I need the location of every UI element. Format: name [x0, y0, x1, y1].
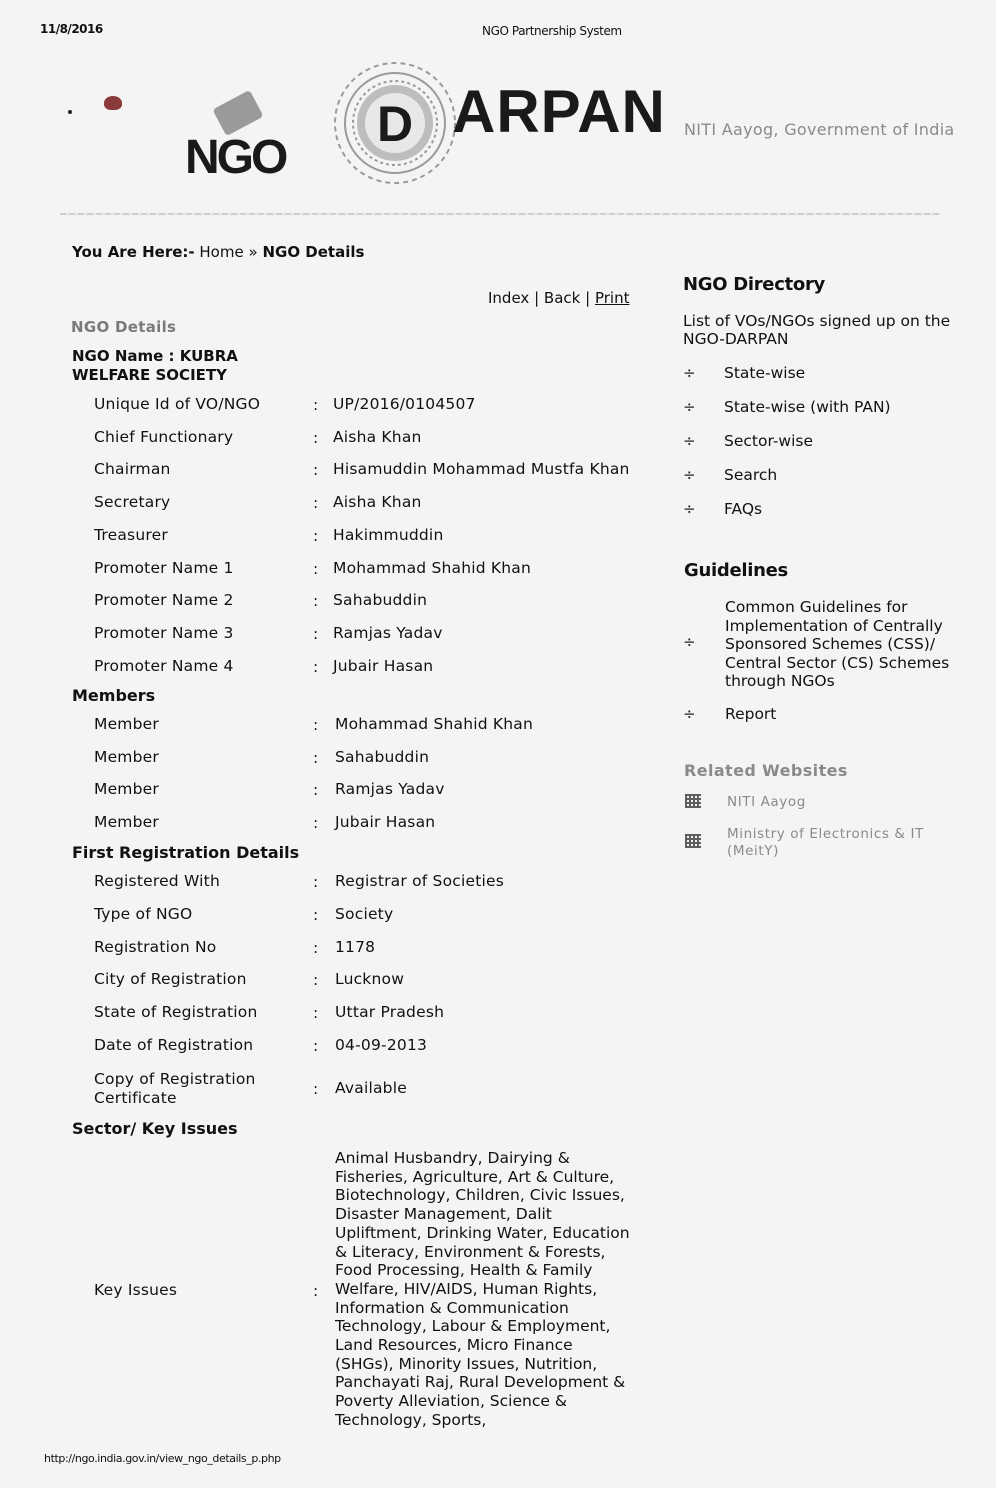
- detail-row-value: Aisha Khan: [333, 493, 422, 512]
- detail-row-label: Promoter Name 3: [94, 623, 234, 642]
- field-colon: :: [313, 526, 319, 545]
- website-icon: [685, 834, 701, 848]
- link-line: (MeitY): [727, 843, 779, 859]
- detail-row-label: Promoter Name 2: [94, 591, 234, 610]
- copy-certificate-value: Available: [335, 1079, 407, 1097]
- field-colon: :: [313, 592, 319, 611]
- detail-row-value: Jubair Hasan: [333, 656, 434, 675]
- members-heading: Members: [72, 686, 156, 705]
- key-issues-line: Land Resources, Micro Finance: [335, 1336, 573, 1355]
- detail-row-label: Unique Id of VO/NGO: [94, 395, 261, 413]
- member-row-label: Member: [94, 747, 159, 766]
- link-separator: |: [534, 289, 540, 307]
- print-date: 11/8/2016: [40, 22, 103, 36]
- sector-heading: Sector/ Key Issues: [72, 1119, 238, 1138]
- registration-row-label: State of Registration: [94, 1003, 258, 1022]
- directory-link[interactable]: Sector-wise: [724, 432, 814, 450]
- bullet-icon: ÷: [683, 500, 696, 518]
- detail-row-value: UP/2016/0104507: [333, 395, 476, 413]
- breadcrumb-prefix: You Are Here:-: [72, 243, 195, 261]
- registration-row-value: Registrar of Societies: [335, 872, 505, 890]
- niti-tagline: NITI Aayog, Government of India: [684, 120, 955, 139]
- field-colon: :: [313, 873, 319, 891]
- guideline-line: Central Sector (CS) Schemes: [725, 653, 950, 672]
- field-colon: :: [313, 396, 319, 414]
- directory-link[interactable]: Search: [724, 466, 778, 484]
- common-guidelines-link[interactable]: [725, 598, 985, 691]
- registration-row-value: Uttar Pradesh: [335, 1003, 445, 1022]
- key-issues-line: Information & Communication: [335, 1298, 569, 1317]
- section-title: NGO Details: [71, 318, 177, 336]
- print-url: http://ngo.india.gov.in/view_ngo_details_p.php: [44, 1452, 281, 1465]
- label-line: Copy of Registration: [94, 1070, 256, 1088]
- key-issues-line: Food Processing, Health & Family: [335, 1261, 593, 1280]
- label-line: Certificate: [94, 1089, 177, 1107]
- print-page-title: NGO Partnership System: [482, 24, 622, 38]
- key-issues-line: (SHGs), Minority Issues, Nutrition,: [335, 1354, 598, 1373]
- key-issues-line: Fisheries, Agriculture, Art & Culture,: [335, 1167, 615, 1186]
- description-line: NGO-DARPAN: [683, 330, 789, 348]
- key-issues-value: [335, 1149, 653, 1430]
- link-line: NITI Aayog: [727, 794, 806, 810]
- registration-row-label: Date of Registration: [94, 1036, 254, 1054]
- website-icon: [685, 794, 701, 808]
- bullet-icon: ÷: [683, 432, 696, 450]
- key-issues-line: Panchayati Raj, Rural Development &: [335, 1373, 626, 1392]
- niti-aayog-link[interactable]: [727, 794, 806, 811]
- detail-row-label: Promoter Name 1: [94, 558, 234, 577]
- registration-row-label: Registration No: [94, 937, 217, 956]
- key-issues-line: Upliftment, Drinking Water, Education: [335, 1223, 630, 1242]
- index-link[interactable]: Index: [488, 289, 530, 307]
- breadcrumb-current: NGO Details: [262, 243, 365, 261]
- registration-row-label: Registered With: [94, 872, 220, 890]
- field-colon: :: [313, 814, 319, 833]
- bullet-icon: ÷: [683, 398, 696, 416]
- field-colon: :: [313, 657, 319, 676]
- field-colon: :: [313, 624, 319, 643]
- ngo-name: [72, 347, 312, 385]
- detail-row-value: Aisha Khan: [333, 427, 422, 446]
- bullet-icon: ÷: [683, 364, 696, 382]
- key-issues-line: Poverty Alleviation, Science &: [335, 1392, 567, 1411]
- member-row-label: Member: [94, 780, 159, 799]
- darpan-letter: D: [376, 96, 414, 152]
- member-row-value: Ramjas Yadav: [335, 780, 445, 799]
- header-divider: [60, 213, 940, 215]
- member-row-label: Member: [94, 715, 159, 733]
- breadcrumb-separator: »: [248, 243, 258, 261]
- member-row-value: Sahabuddin: [335, 747, 430, 766]
- registration-row-value: 1178: [335, 937, 376, 956]
- detail-row-label: Secretary: [94, 493, 171, 512]
- registration-row-value: Society: [335, 904, 394, 923]
- field-colon: :: [313, 428, 319, 447]
- print-link[interactable]: Print: [594, 289, 630, 307]
- detail-row-value: Hakimmuddin: [333, 525, 444, 544]
- darpan-emblem-icon: [330, 55, 460, 190]
- field-colon: :: [313, 1004, 319, 1023]
- description-line: List of VOs/NGOs signed up on the: [683, 312, 951, 330]
- registration-row-label: Type of NGO: [94, 904, 193, 923]
- field-colon: :: [313, 1080, 319, 1098]
- directory-link[interactable]: State-wise (with PAN): [724, 398, 891, 416]
- breadcrumb-home-link[interactable]: Home: [199, 243, 244, 261]
- key-issues-line: Welfare, HIV/AIDS, Human Rights,: [335, 1279, 598, 1298]
- field-colon: :: [313, 494, 319, 513]
- link-line: Ministry of Electronics & IT: [727, 826, 924, 842]
- detail-row-value: Hisamuddin Mohammad Mustfa Khan: [333, 460, 630, 479]
- key-issues-line: Disaster Management, Dalit: [335, 1205, 552, 1224]
- field-colon: :: [313, 781, 319, 800]
- detail-row-value: Ramjas Yadav: [333, 623, 443, 642]
- ngo-logo-text: NGO: [185, 131, 286, 184]
- guidelines-title: Guidelines: [684, 560, 788, 581]
- registration-row-label: City of Registration: [94, 970, 247, 989]
- report-link[interactable]: Report: [725, 705, 777, 723]
- key-issues-line: & Literacy, Environment & Forests,: [335, 1242, 606, 1261]
- detail-row-label: Chairman: [94, 460, 171, 479]
- bullet-icon: ÷: [683, 466, 696, 484]
- detail-row-label: Chief Functionary: [94, 427, 234, 446]
- back-link[interactable]: Back: [543, 289, 581, 307]
- darpan-logo[interactable]: [330, 55, 666, 190]
- field-colon: :: [313, 971, 319, 990]
- key-issues-line: Animal Husbandry, Dairying &: [335, 1149, 570, 1167]
- member-row-value: Mohammad Shahid Khan: [335, 715, 534, 733]
- directory-link[interactable]: FAQs: [724, 500, 763, 518]
- detail-row-label: Treasurer: [94, 525, 168, 544]
- field-colon: :: [313, 461, 319, 480]
- registration-row-value: 04-09-2013: [335, 1036, 428, 1054]
- guideline-line: through NGOs: [725, 672, 835, 691]
- member-row-label: Member: [94, 813, 159, 832]
- breadcrumb: [72, 243, 364, 261]
- guideline-line: Sponsored Schemes (CSS)/: [725, 635, 936, 654]
- field-colon: :: [313, 748, 319, 767]
- member-row-value: Jubair Hasan: [335, 813, 436, 832]
- key-issues-line: Biotechnology, Children, Civic Issues,: [335, 1186, 625, 1205]
- detail-row-value: Sahabuddin: [333, 591, 428, 610]
- ngo-name-line: NGO Name : KUBRA: [72, 347, 238, 365]
- copy-certificate-label: [94, 1070, 256, 1108]
- field-colon: :: [313, 1037, 319, 1055]
- registration-row-value: Lucknow: [335, 970, 405, 989]
- registration-heading: First Registration Details: [72, 843, 300, 862]
- bullet-icon: ÷: [683, 705, 696, 723]
- ngo-name-line: WELFARE SOCIETY: [72, 366, 227, 384]
- bullet-icon: ÷: [683, 633, 696, 651]
- ngo-logo[interactable]: [185, 92, 305, 182]
- key-issues-line: Technology, Sports,: [335, 1410, 487, 1429]
- field-colon: :: [313, 559, 319, 578]
- guideline-line: Implementation of Centrally: [725, 616, 943, 635]
- red-mark-icon: [104, 96, 122, 110]
- meity-link[interactable]: [727, 826, 924, 860]
- field-colon: :: [313, 905, 319, 924]
- detail-row-label: Promoter Name 4: [94, 656, 234, 675]
- field-colon: :: [313, 716, 319, 734]
- field-colon: :: [313, 938, 319, 957]
- page-actions: [488, 289, 629, 307]
- link-separator: |: [585, 289, 591, 307]
- directory-link[interactable]: State-wise: [724, 364, 806, 382]
- guideline-line: Common Guidelines for: [725, 598, 908, 616]
- key-issues-label: Key Issues: [94, 1281, 178, 1299]
- detail-row-value: Mohammad Shahid Khan: [333, 558, 532, 577]
- speck-mark: [68, 110, 72, 114]
- key-issues-line: Technology, Labour & Employment,: [335, 1317, 611, 1336]
- directory-description: [683, 312, 983, 348]
- field-colon: :: [313, 1282, 319, 1300]
- related-websites-title: Related Websites: [684, 761, 848, 780]
- darpan-wordmark: ARPAN: [452, 78, 666, 145]
- ngo-directory-title: NGO Directory: [683, 274, 825, 295]
